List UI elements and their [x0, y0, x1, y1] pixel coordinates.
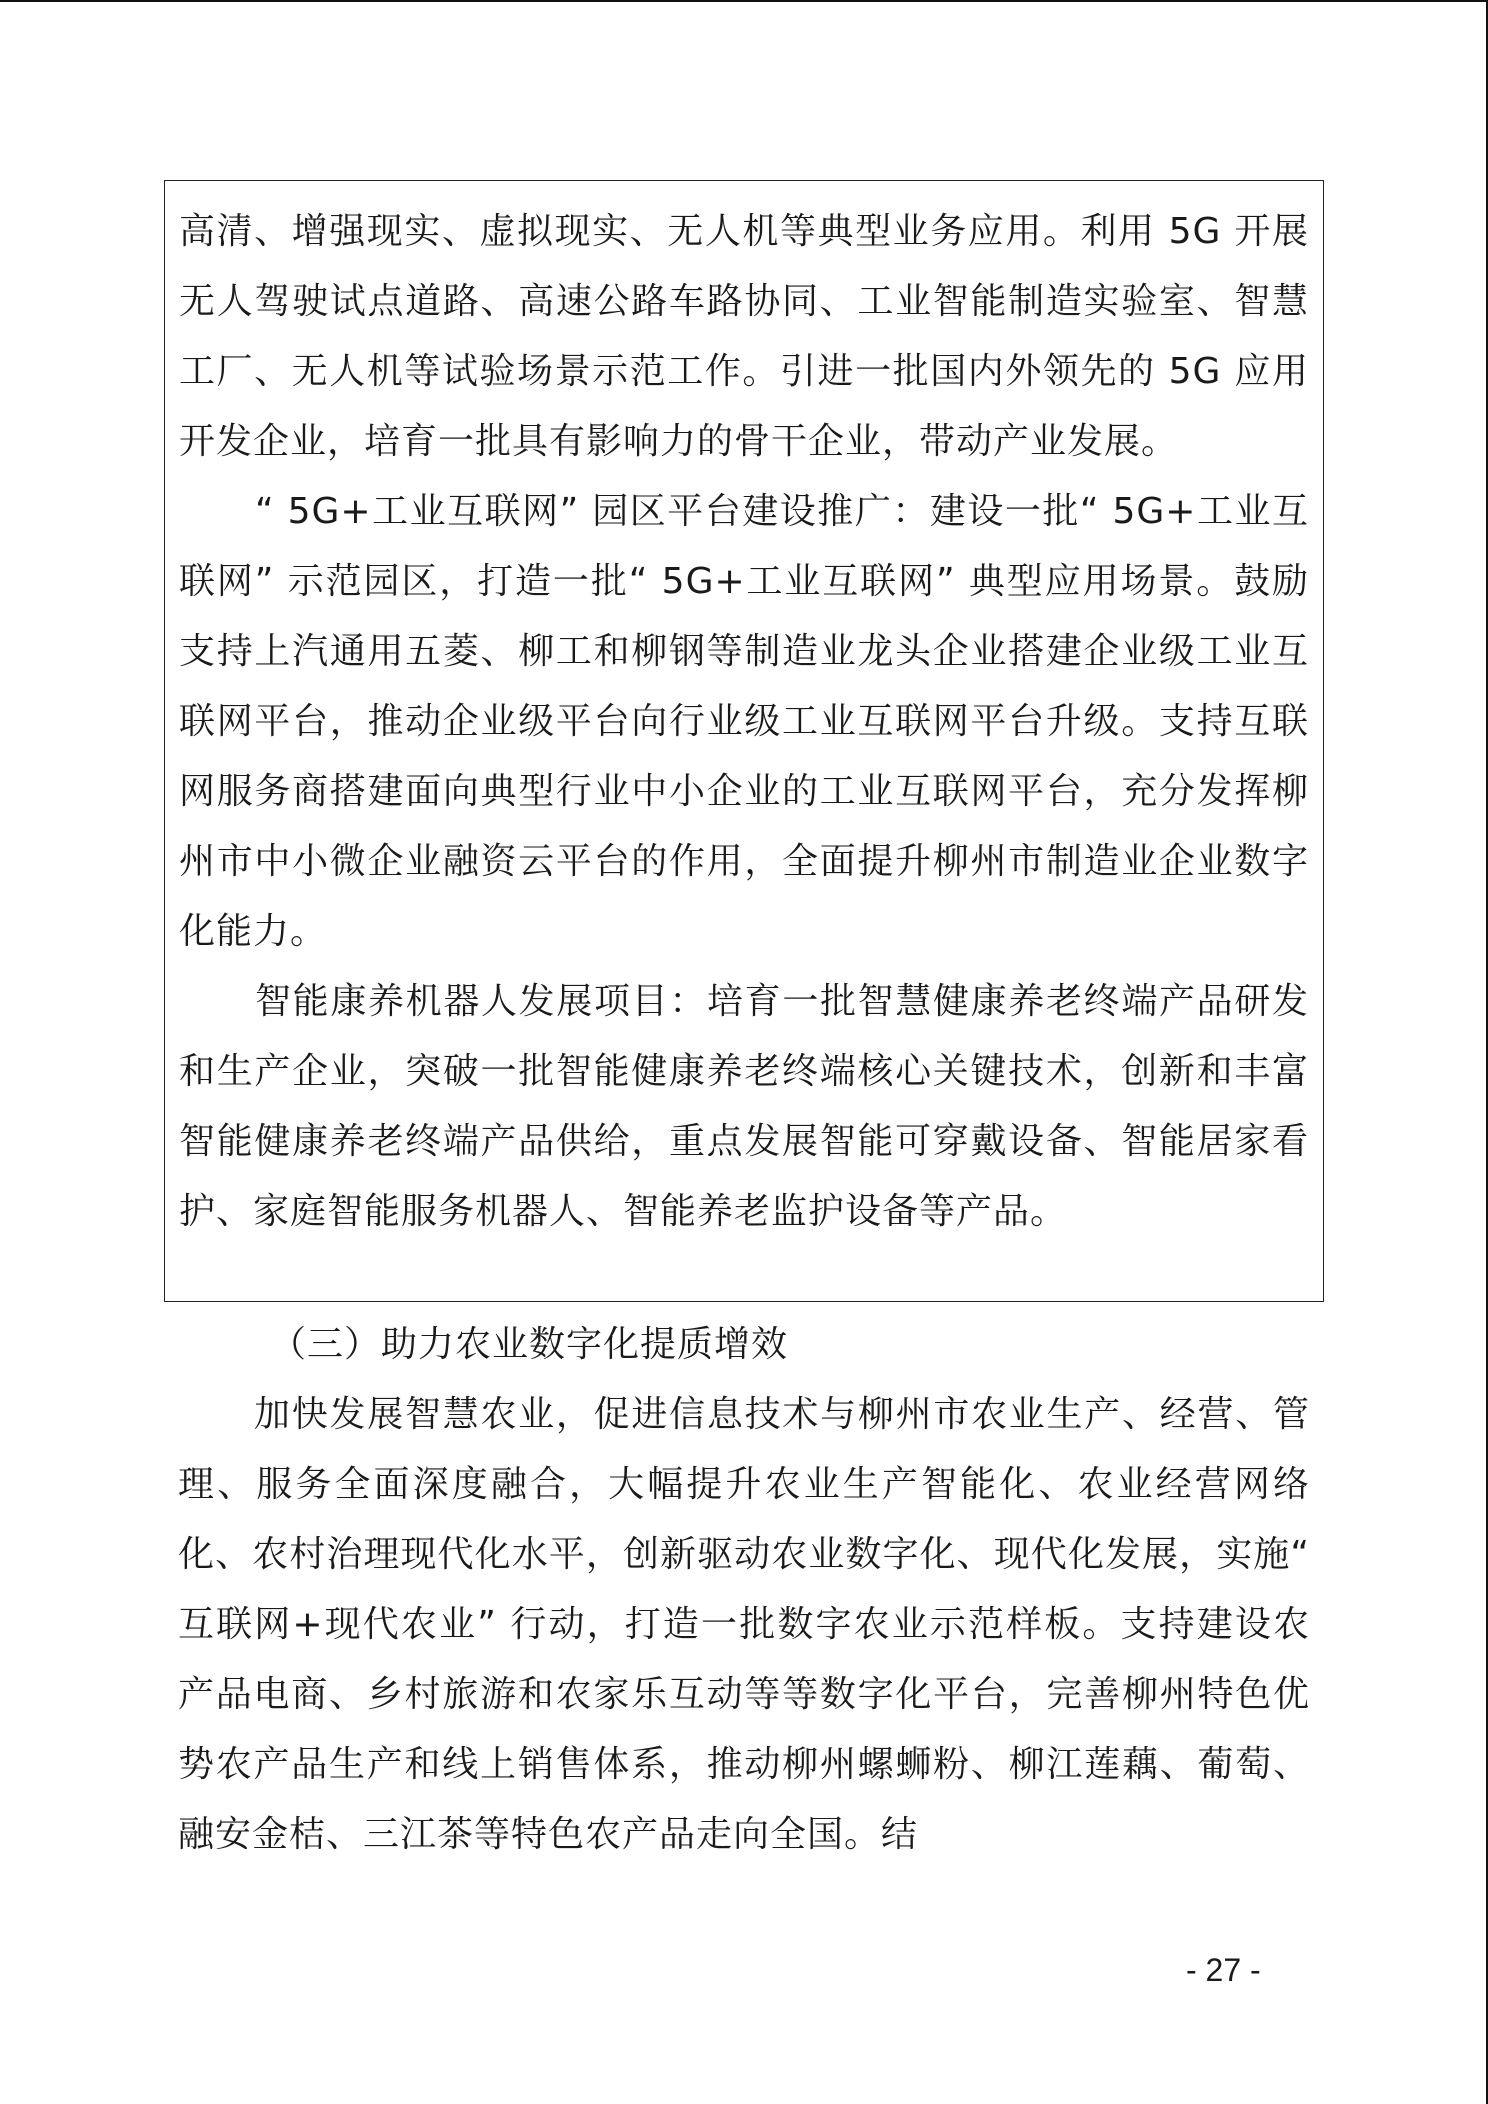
boxed-text-panel [164, 180, 1324, 1302]
section-heading: （三）助力农业数字化提质增效 [270, 1324, 789, 1365]
section-body [178, 1380, 1310, 1870]
box-paragraph-industrial-internet: “ 5G+工业互联网” 园区平台建设推广：建设一批“ 5G+工业互联网” 示范园区，打造一批“ 5G+工业互联网” 典型应用场景。鼓励支持上汽通用五菱、柳工和柳钢等制造业龙头企业搭建企业级工业互联网平台，推动企业级平台向行业级工业互联网平台升级。支持互联网服务商搭建面向典型行业中小企业的工业互联网平台，充分发挥柳州市中小微企业融资云平台的作用，全面提升柳州市制造业企业数字化能力。 [179, 491, 1309, 952]
section-paragraph-smart-agriculture: 加快发展智慧农业，促进信息技术与柳州市农业生产、经营、管理、服务全面深度融合，大幅提升农业生产智能化、农业经营网络化、农村治理现代化水平，创新驱动农业数字化、现代化发展，实施“ 互联网+现代农业” 行动，打造一批数字农业示范样板。支持建设农产品电商、乡村旅游和农家乐互动等等数字化平台，完善柳州特色优势农产品生产和线上销售体系，推动柳州螺蛳粉、柳江莲藕、葡萄、融安金桔、三江茶等特色农产品走向全国。结 [178, 1394, 1310, 1855]
box-paragraph-5g-applications: 高清、增强现实、虚拟现实、无人机等典型业务应用。利用 5G 开展无人驾驶试点道路、高速公路车路协同、工业智能制造实验室、智慧工厂、无人机等试验场景示范工作。引进一批国内外领先的 5G 应用开发企业，培育一批具有影响力的骨干企业，带动产业发展。 [179, 211, 1309, 462]
page-top-border [0, 0, 1488, 2]
box-paragraph-health-robots: 智能康养机器人发展项目：培育一批智慧健康养老终端产品研发和生产企业，突破一批智能健康养老终端核心关键技术，创新和丰富智能健康养老终端产品供给，重点发展智能可穿戴设备、智能居家看护、家庭智能服务机器人、智能养老监护设备等产品。 [179, 981, 1309, 1232]
page-number: - 27 - [1186, 1952, 1261, 1988]
